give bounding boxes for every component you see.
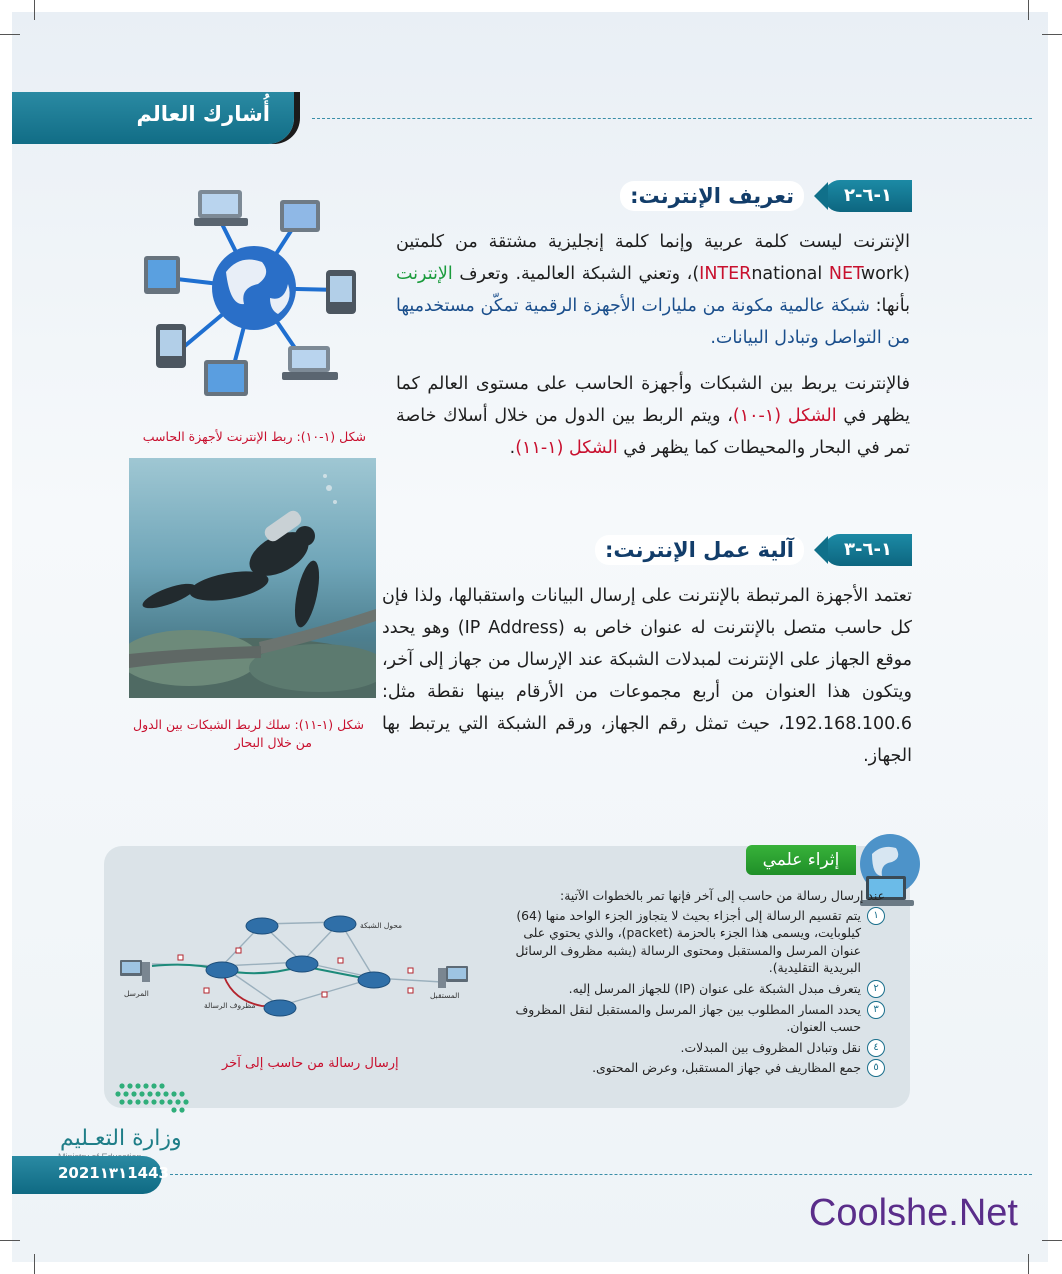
page-number-bar [12,1156,169,1194]
step-item [505,1039,885,1057]
figure-2-caption-line-1: شكل (١-١١): سلك لربط الشبكات بين الدول [133,717,364,732]
undersea-cable-photo [129,458,376,698]
crop-mark [1028,0,1029,20]
footer-dashed-rule [170,1174,1032,1175]
header-dashed-rule [312,118,1032,119]
step-number: ٤ [867,1039,885,1057]
crop-mark [1042,1240,1062,1241]
diagram-caption: إرسال رسالة من حاسب إلى آخر [222,1056,399,1071]
enrichment-steps [505,887,885,1080]
text-run: فالإنترنت يربط بين الشبكات وأجهزة الحاسب على مستوى العالم كما يظهر في [396,374,910,426]
section-heading-definition [630,180,912,212]
packet-routing-diagram [112,908,477,1048]
crop-mark [0,1240,20,1241]
figure-reference: الشكل (١-١٠) [732,406,837,426]
step-text: جمع المظاريف في جهاز المستقبل، وعرض المحتوى. [592,1060,861,1076]
text-run: national [751,264,829,284]
step-number: ١ [867,907,885,925]
step-item [505,980,885,998]
figure-reference: الشكل (١-١١) [515,438,618,458]
section-title: تعريف الإنترنت: [620,181,804,211]
text-run: work [860,264,904,284]
figure-2-caption-line-2: من خلال البحار [234,735,312,750]
sender-label: المرسل [124,989,149,998]
crop-mark [1042,34,1062,35]
internet-network-illustration [130,180,378,418]
chapter-header-tab [12,92,294,144]
section-heading-mechanism [604,534,912,566]
text-run-highlight: الإنترنت [396,264,453,284]
step-number: ٢ [867,980,885,998]
section-1-paragraph-2 [396,368,910,464]
step-item [505,1059,885,1077]
text-run-highlight: NET [828,264,861,284]
step-item [505,907,885,977]
section-2-text: تعتمد الأجهزة المرتبطة بالإنترنت على إرسال البيانات واستقبالها، ولذا فإن كل حاسب متصل بالإنترنت له عنوان خاص به (IP Address) وهو يحدد موقع الجهاز على الإنترنت لمبدلات الشبكة عند الإرسال من جهاز إلى آخر، ويتكون هذا العنوان من أربع مجموعات من الأرقام بينها نقطة مثل: 192.168.100.6، حيث تمثل رقم الجهاز، ورقم الشبكة التي يرتبط بها الجهاز. [382,586,912,766]
step-item [505,1001,885,1036]
receiver-label: المستقبل [430,991,460,1000]
definition-text: شبكة عالمية مكونة من مليارات الأجهزة الرقمية تمكّن مستخدميها من التواصل وتبادل البيانات. [396,296,910,348]
step-text: يحدد المسار المطلوب بين جهاز المرسل والمستقبل لنقل المظروف حسب العنوان. [515,1001,861,1035]
watermark-text: Coolshe.Net [808,1192,1018,1234]
page-number: 2021١٣١1443 [58,1164,169,1182]
step-number: ٥ [867,1059,885,1077]
step-text: يتم تقسيم الرسالة إلى أجزاء بحيث لا يتجاوز الجزء الواحد منها (64) كيلوبايت، ويسمى هذا الجزء بالحزمة (packet)، والذي يحتوي على عنوان المرسل والمستقبل ومحتوى الرسالة (يشبه مظروف الرسائل البريدية التقليدية). [515,907,861,976]
text-run: بأنها: [869,296,911,316]
crop-mark [34,1254,35,1274]
step-number: ٣ [867,1001,885,1019]
text-run: الإنترنت ليست كلمة عربية وإنما كلمة إنجليزية مشتقة من كلمتين ( [396,232,910,284]
figure-1-caption: شكل (١-١٠): ربط الإنترنت لأجهزة الحاسب [142,429,366,444]
steps-intro: عند إرسال رسالة من حاسب إلى آخر فإنها تمر بالخطوات الآتية: [560,888,885,903]
section-title: آلية عمل الإنترنت: [595,535,804,565]
text-run: )، وتعني الشبكة العالمية. وتعرف [452,264,700,284]
ministry-name-arabic: وزارة التعـليم [60,1126,182,1151]
undersea-cable-photo-art [129,458,376,698]
step-text: نقل وتبادل المظروف بين المبدلات. [680,1039,861,1055]
enrichment-label: إثراء علمي [746,845,856,875]
crop-mark [1028,1254,1029,1274]
section-arrow-icon [814,182,828,210]
section-1-paragraph-1 [396,226,910,354]
text-run: . [509,438,516,458]
crop-mark [34,0,35,20]
chapter-header-title: أُشارك العالم [136,102,270,126]
text-run-highlight: INTER [699,264,752,284]
section-2-paragraph [382,580,912,772]
step-text: يتعرف مبدل الشبكة على عنوان (IP) للجهاز المرسل إليه. [568,980,861,996]
figure-2-caption [128,716,364,752]
section-number: ١-٦-٢ [824,180,912,212]
crop-mark [0,34,20,35]
section-number: ١-٦-٣ [824,534,912,566]
section-arrow-icon [814,536,828,564]
text-run: ، ويتم الربط بين الدول من خلال أسلاك خاصة تمر في البحار والمحيطات كما يظهر في [396,406,910,458]
envelope-label: مظروف الرسالة [204,1001,256,1010]
switch-label: محول الشبكة [360,921,403,930]
